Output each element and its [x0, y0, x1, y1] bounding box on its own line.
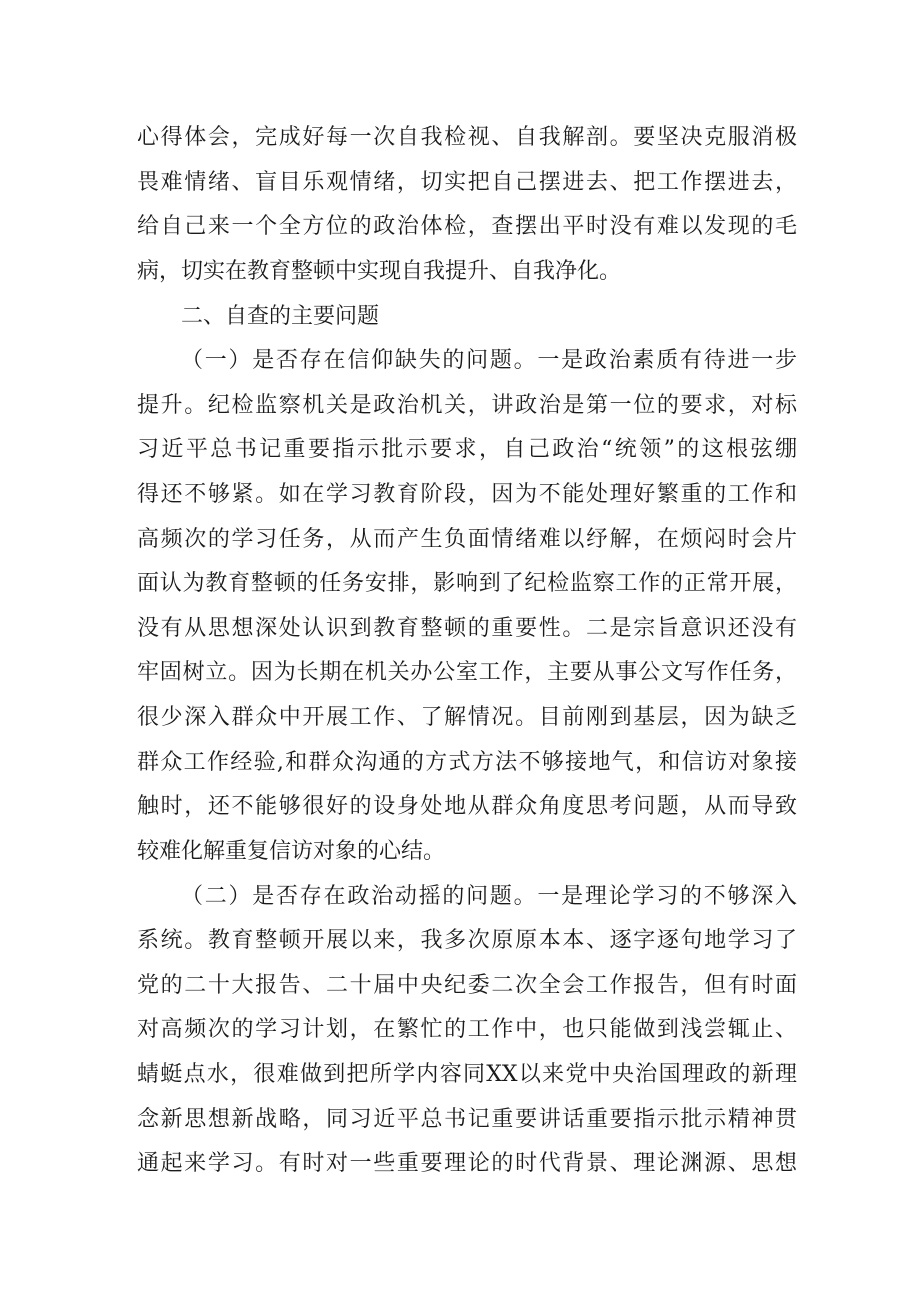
text-line: 给自己来一个全方位的政治体检，查摆出平时没有难以发现的毛 — [137, 214, 797, 239]
text-line: 习近平总书记重要指示批示要求，自己政治“统领”的这根弦绷 — [137, 437, 797, 462]
text-line: 蜻蜓点水，很难做到把所学内容同XX以来党中央治国理政的新理 — [137, 1062, 797, 1087]
text-line: 提升。纪检监察机关是政治机关，讲政治是第一位的要求，对标 — [137, 393, 797, 418]
text-line: 牢固树立。因为长期在机关办公室工作，主要从事公文写作任务， — [137, 660, 797, 685]
subsection-heading: （一）是否存在信仰缺失的问题。一是政治素质有待进一步 — [181, 348, 797, 373]
text-line: 没有从思想深处认识到教育整顿的重要性。二是宗旨意识还没有 — [137, 616, 797, 641]
text-line: 念新思想新战略，同习近平总书记重要讲话重要指示批示精神贯 — [137, 1107, 797, 1132]
subsection-heading: （二）是否存在政治动摇的问题。一是理论学习的不够深入 — [181, 884, 797, 909]
text-line: 触时，还不能够很好的设身处地从群众角度思考问题，从而导致 — [137, 794, 797, 819]
text-line: 得还不够紧。如在学习教育阶段，因为不能处理好繁重的工作和 — [137, 482, 797, 507]
section-heading: 二、自查的主要问题 — [181, 304, 380, 329]
text-line: 较难化解重复信访对象的心结。 — [137, 839, 446, 864]
text-line: 很少深入群众中开展工作、了解情况。目前刚到基层，因为缺乏 — [137, 705, 797, 730]
text-line: 通起来学习。有时对一些重要理论的时代背景、理论渊源、思想 — [137, 1151, 797, 1176]
text-line: 高频次的学习任务，从而产生负面情绪难以纾解，在烦闷时会片 — [137, 527, 797, 552]
text-line: 心得体会，完成好每一次自我检视、自我解剖。要坚决克服消极 — [137, 125, 797, 150]
text-line: 对高频次的学习计划，在繁忙的工作中，也只能做到浅尝辄止、 — [137, 1017, 797, 1042]
text-line: 病，切实在教育整顿中实现自我提升、自我净化。 — [137, 259, 622, 284]
text-line: 畏难情绪、盲目乐观情绪，切实把自己摆进去、把工作摆进去， — [137, 170, 797, 195]
text-line: 党的二十大报告、二十届中央纪委二次全会工作报告，但有时面 — [137, 973, 797, 998]
text-line: 群众工作经验,和群众沟通的方式方法不够接地气，和信访对象接 — [137, 750, 797, 775]
text-line: 系统。教育整顿开展以来，我多次原原本本、逐字逐句地学习了 — [137, 928, 797, 953]
text-line: 面认为教育整顿的任务安排，影响到了纪检监察工作的正常开展， — [137, 571, 797, 596]
